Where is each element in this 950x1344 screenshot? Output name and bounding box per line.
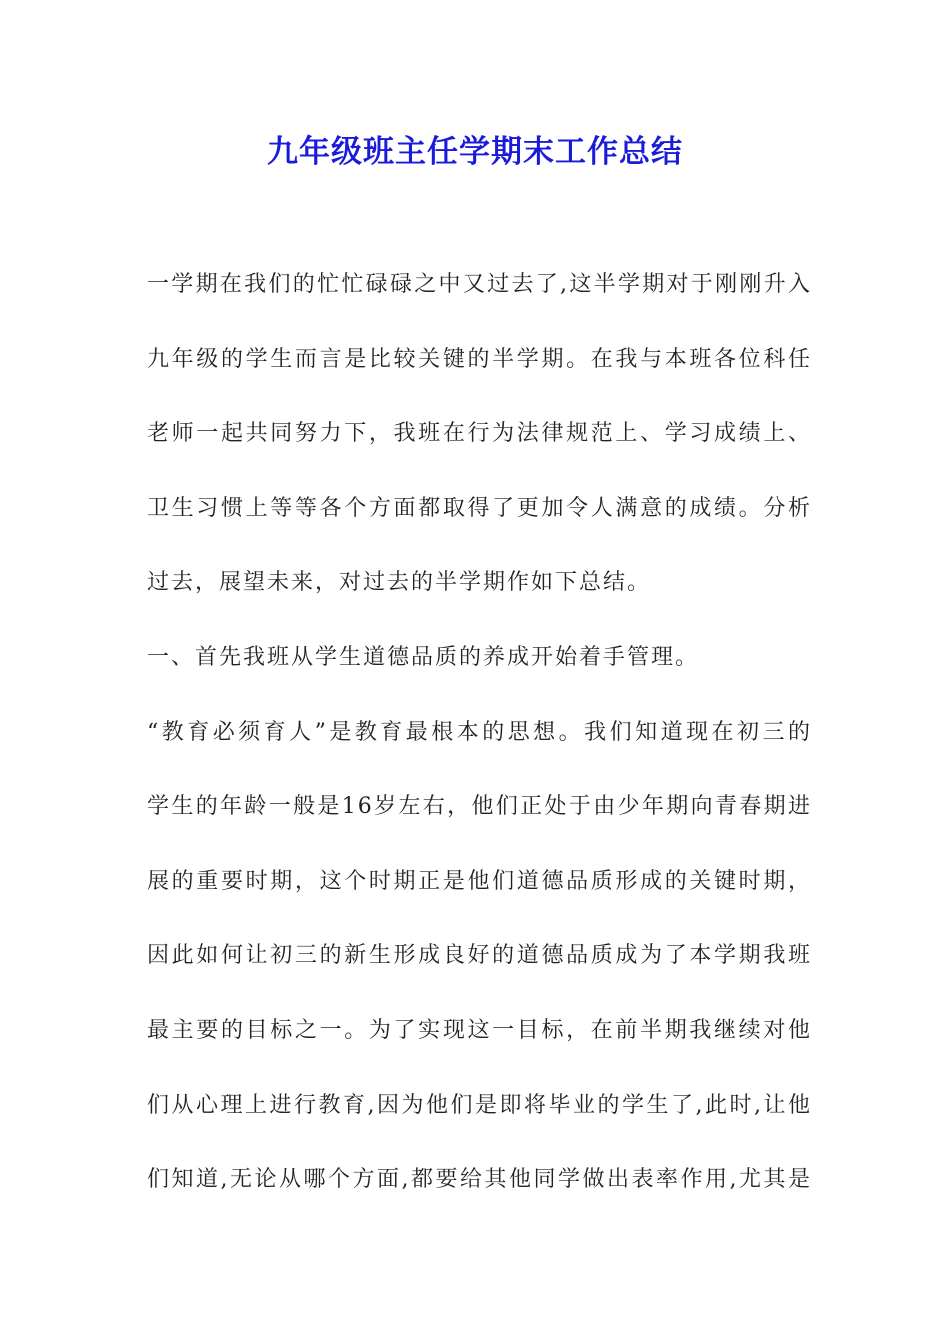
body-line: 老师一起共同努力下，我班在行为法律规范上、学习成绩上、 xyxy=(147,421,812,447)
body-line: 学生的年龄一般是16岁左右，他们正处于由少年期向青春期进 xyxy=(147,794,812,820)
body-line: 最主要的目标之一。为了实现这一目标，在前半期我继续对他 xyxy=(147,1017,812,1043)
body-line: 展的重要时期，这个时期正是他们道德品质形成的关键时期， xyxy=(147,868,812,894)
body-line: 一学期在我们的忙忙碌碌之中又过去了,这半学期对于刚刚升入 xyxy=(147,272,812,297)
body-line: 们知道,无论从哪个方面,都要给其他同学做出表率作用,尤其是 xyxy=(147,1167,812,1193)
body-line: 卫生习惯上等等各个方面都取得了更加令人满意的成绩。分析 xyxy=(147,495,812,521)
document-title: 九年级班主任学期末工作总结 xyxy=(267,134,683,170)
body-line: 因此如何让初三的新生形成良好的道德品质成为了本学期我班 xyxy=(147,943,812,969)
body-line: 们从心理上进行教育,因为他们是即将毕业的学生了,此时,让他 xyxy=(147,1092,812,1118)
body-line: 九年级的学生而言是比较关键的半学期。在我与本班各位科任 xyxy=(147,346,812,372)
section-heading: 一、首先我班从学生道德品质的养成开始着手管理。 xyxy=(147,644,700,670)
body-line: “教育必须育人”是教育最根本的思想。我们知道现在初三的 xyxy=(147,719,812,745)
body-line: 过去，展望未来，对过去的半学期作如下总结。 xyxy=(147,570,652,596)
document-body xyxy=(147,264,812,1234)
